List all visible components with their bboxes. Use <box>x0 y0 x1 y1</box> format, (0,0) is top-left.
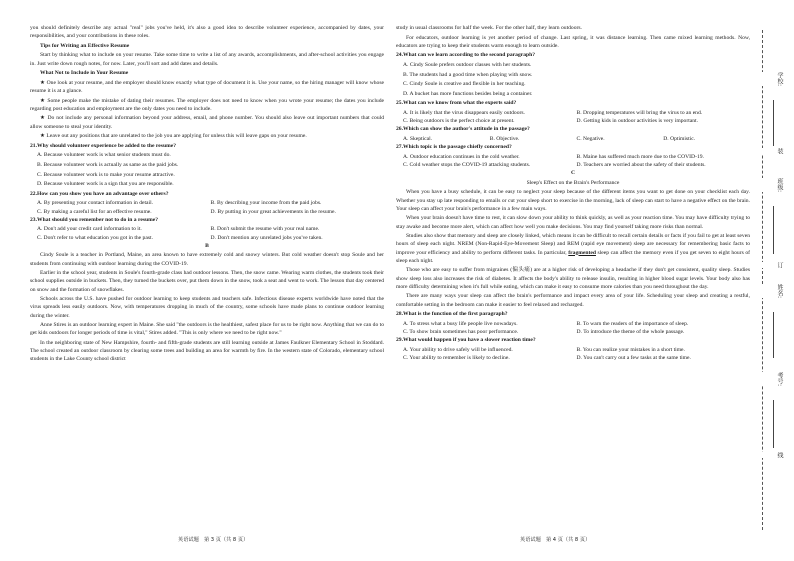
option-row <box>396 135 750 143</box>
option: C. Your ability to remember is likely to decline. <box>403 354 510 361</box>
text-run: sleep can affect the memory even if you get seven to eight hours of sleep each night. <box>396 249 751 264</box>
option-row <box>30 234 384 242</box>
paragraph: When your brain doesn't have time to rest, it can slow down your ability to think quickly, as well as your reaction time. You may have difficulty trying to stay awake and become more alert, which can affect how well you make decisions. You may find yourself taking more risks than normal. <box>396 215 750 230</box>
left-column <box>30 24 384 365</box>
option: C. Negative. <box>576 135 605 142</box>
option-row <box>396 320 750 328</box>
option: A. Don't add your credit card information to it. <box>37 226 142 233</box>
exam-number-label: 考号: <box>754 372 784 386</box>
name-write-line <box>773 312 774 358</box>
question-23: 23.What should you remember not to do in a resume? <box>30 216 159 223</box>
option: A. By presenting your contact information in detail. <box>37 200 154 207</box>
passage-title: Sleep's Effect on the Brain's Performance <box>526 179 620 186</box>
binding-margin <box>744 0 794 561</box>
paragraph: Cindy Soule is a teacher in Portland, Maine, an area known to have extremely cold and snowy winters. But cold weather doesn't stop Soule and her students from continuing with outdoor learning during the COVID-19. <box>30 252 384 267</box>
underlined-word: fragmented <box>568 249 596 256</box>
option-row <box>396 354 750 362</box>
option: C. Don't refer to what education you got in the past. <box>37 234 153 241</box>
school-write-line <box>773 100 774 146</box>
option: A. It is likely that the virus disappears easily outdoors. <box>403 109 525 116</box>
question-22: 22.How can you show you have an advantage over others? <box>30 190 169 197</box>
option-row <box>30 199 384 207</box>
option: D. To introduce the theme of the whole passage. <box>576 328 685 335</box>
option: C. By making a careful list for an effective resume. <box>37 208 152 215</box>
section-letter-c: C <box>570 170 576 177</box>
question-21: 21.Why should volunteer experience be added to the resume? <box>30 142 177 149</box>
option-row <box>396 117 750 125</box>
option: B. Maine has suffered much more due to the COVID-19. <box>576 153 704 160</box>
question-26: 26.Which can show the author's attitude in the passage? <box>396 126 530 133</box>
question-28: 28.What is the function of the first paragraph? <box>396 311 508 318</box>
paragraph: Start by thinking what to include on your resume. Take some time to write a list of any awards, accomplishments, and after-school activities you engage in. Just write down rough notes, for now. Later, you'll sort and add dates and details. <box>30 52 384 67</box>
option: D. Teachers are worried about the safety of their students. <box>576 161 706 168</box>
paragraph: When you have a busy schedule, it can be easy to neglect your sleep because of the different items you want to get done on your checklist each day. Whether you stay up late responding to emails or cut your sleep short to exercise in the morning, lack of sleep can start to have a negative effect on the brain. Your sleep can affect your brain's performance in a few main ways. <box>396 189 750 212</box>
paragraph: study in usual classrooms for half the week. For the other half, they learn outdoors. <box>396 25 582 31</box>
option: C. Being outdoors is the perfect choice at present. <box>403 118 515 125</box>
paragraph: In the neighboring state of New Hampshire, fourth- and fifth-grade students are still learning outside at James Faulkner Elementary School in Stoddard. The school created an outdoor classroom by clearing some trees and building an area for warmth by fire. In the western state of Colorado, elementary school students in the Lake County school district <box>30 339 384 363</box>
option: A. Your ability to drive safely will be influenced. <box>403 346 513 353</box>
option: D. You can't carry out a few tasks at the same time. <box>576 354 691 361</box>
option-row <box>30 208 384 216</box>
option: C. Cindy Soule is creative and flexible in her teaching. <box>403 81 526 88</box>
bullet-paragraph: ★ One look at your resume, and the employer should know exactly what type of document it is. Use your name, so the hiring manager will know whose resume it is at a glance. <box>30 79 384 94</box>
option: A. Skeptical. <box>403 135 433 142</box>
paragraph: Anne Stires is an outdoor learning expert in Maine. She said "the outdoors is the healthiest, safest place for us to be right now. Anything that we can do to get kids outdoors for longer periods of time is vital," Stires added. "This is only where we need to be right now." <box>30 322 384 337</box>
paragraph: Schools across the U.S. have pushed for outdoor learning to keep students and teachers safe. Infectious disease experts worldwide have noted that the virus spreads less easily outdoors. Now, with temperatures dropping in much of the country, some schools have made plans to continue outdoor learning during the winter. <box>30 296 384 319</box>
option-row <box>396 161 750 169</box>
option: B. Because volunteer work is actually as same as the paid jobs. <box>37 161 179 168</box>
option: C. To show brain sometimes has poor performance. <box>403 328 519 335</box>
option: B. Don't submit the resume with your real name. <box>210 226 320 233</box>
option: D. By putting in your great achievements in the resume. <box>210 208 336 215</box>
section-letter-b: B <box>205 242 209 249</box>
option: D. Don't mention any unrelated jobs you've taken. <box>210 234 323 241</box>
option-row <box>396 109 750 117</box>
option: D. Getting kids in outdoor activities is very important. <box>576 118 698 125</box>
bullet-paragraph: ★ Leave out any positions that are unrelated to the job you are applying for unless this will leave gaps on your resume. <box>40 133 307 140</box>
paragraph: There are many ways your sleep can affect the brain's performance and impact every area of your life. Scheduling your sleep and creating a restful, comfortable setting in the bedroom can make it easier to feel relaxed and recharged. <box>396 293 750 308</box>
option: D. Optimistic. <box>663 135 696 142</box>
option-row <box>396 346 750 354</box>
option: B. Dropping temperatures will bring the virus to an end. <box>576 109 703 116</box>
option: D. A bucket has more functions besides being a container. <box>403 90 533 97</box>
binding-mark-ding: 订 <box>754 262 784 268</box>
class-label: 班级: <box>754 178 784 192</box>
number-write-line <box>773 400 774 448</box>
paragraph: you should definitely describe any actual "real" jobs you've held, it's also a good idea to describe volunteer experience, accompanied by dates, your responsibilities, and your contributions in these roles. <box>30 25 384 40</box>
right-column <box>396 24 750 362</box>
binding-mark-zhuang: 装 <box>754 148 784 154</box>
school-label: 学校: <box>754 72 784 86</box>
question-24: 24.What can we learn according to the second paragraph? <box>396 52 536 59</box>
paragraph: Those who are easy to suffer from migraines (偏头痛) are at a higher risk of developing a headache if they don't get consistent, quality sleep. Studies show sleep loss also increases the risk of diabetes. It affects the body's ability to release insulin, resulting in higher blood sugar levels. Your body also has more difficulty determining when it's full while eating, which can make it easy to consume more calories than you need throughout the day. <box>396 267 750 290</box>
question-29: 29.What would happen if you have a slower reaction time? <box>396 337 536 344</box>
bullet-paragraph: ★ Do not include any personal information beyond your address, email, and phone number. You should also leave out important numbers that could allow someone to steal your identity. <box>30 115 384 130</box>
option: C. Cold weather stops the COVID-19 attacking students. <box>403 161 531 168</box>
page-footer-left: 英语试题 第 3 页（共 8 页） <box>178 537 249 543</box>
section-heading: What Not to Include in Your Resume <box>40 70 129 77</box>
option: B. The students had a good time when playing with snow. <box>403 71 533 78</box>
text-run: Studies also show that memory and sleep are closely linked, which means it can be difficult to recall certain details or facts if you fail to get at least seven hours of sleep each night. NREM (Non-Rapid-Eye-Movement Sleep) and REM (rapid eye movement) sleep are necessary for remembering basic facts to improve your efficiency and ability to perform different tasks. In particular, <box>396 233 750 256</box>
option: D. Because volunteer work is a sign that you are responsible. <box>37 181 174 188</box>
option: B. To warn the readers of the importance of sleep. <box>576 320 689 327</box>
option-row <box>396 328 750 336</box>
option-row <box>396 153 750 161</box>
binding-mark-xian: 线 <box>754 452 784 458</box>
class-write-line <box>773 206 774 254</box>
bullet-paragraph: ★ Some people make the mistake of dating their resumes. The employer does not need to know when you wrote your resume; the dates you include regarding post education and employment are the only dates you need to include. <box>30 97 384 112</box>
option: A. Cindy Soule prefers outdoor classes with her students. <box>403 61 532 68</box>
option: B. You can realize your mistakes in a short time. <box>576 346 685 353</box>
option: B. By describing your income from the paid jobs. <box>210 200 322 207</box>
paragraph <box>396 232 750 265</box>
option: C. Because volunteer work is to make your resume attractive. <box>37 171 175 178</box>
page-footer-right: 英语试题 第 4 页（共 8 页） <box>520 537 591 543</box>
option-row <box>30 225 384 233</box>
paragraph: Earlier in the school year, students in Soule's fourth-grade class had outdoor lessons. Then, the snow came. Wearing warm clothes, the students took their school supplies outside in buckets. Then, they turned the buckets over, put them down in the snow, took a seat and went to work. The lesson that day centered on snow and the formation of snowflakes. <box>30 270 384 293</box>
name-label: 姓名: <box>754 284 784 298</box>
option: A. Because volunteer work is what senior students must do. <box>37 152 171 159</box>
option: A. Outdoor education continues in the cold weather. <box>403 153 520 160</box>
option: A. To stress what a busy life people live nowadays. <box>403 320 518 327</box>
paragraph: For educators, outdoor learning is yet another period of change. Last spring, it was distance learning. Then came mixed learning methods. Now, educators are trying to keep their students warm enough to learn outside. <box>396 34 750 49</box>
question-25: 25.What can we know from what the experts said? <box>396 100 517 107</box>
option: B. Objective. <box>489 135 520 142</box>
section-heading: Tips for Writing an Effective Resume <box>40 42 130 49</box>
question-27: 27.Which topic is the passage chiefly concerned? <box>396 144 512 151</box>
